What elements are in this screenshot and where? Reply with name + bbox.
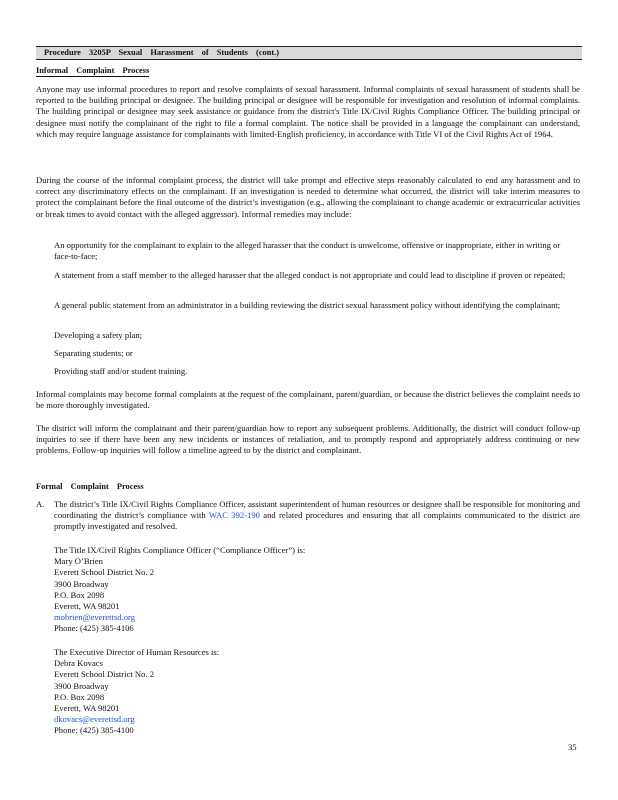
item-letter: A. xyxy=(36,499,45,509)
procedure-header-bar xyxy=(36,46,582,60)
contact-intro: The Title IX/Civil Rights Compliance Officer (“Compliance Officer”) is: xyxy=(54,545,306,555)
page-number: 35 xyxy=(568,742,577,752)
item-a-text-part1: The district’s Title IX/Civil Rights Compliance Officer, assistant superintendent of human resources or designee shall be responsible for monitoring and coordinating the district’s compliance with xyxy=(54,499,580,521)
contact-pobox: P.O. Box 2098 xyxy=(54,589,105,600)
contact-org: Everett School District No. 2 xyxy=(54,567,155,578)
contact-phone: Phone: (425) 385-4106 xyxy=(54,623,134,634)
bullet-text: Developing a safety plan; xyxy=(54,330,143,340)
wac-link[interactable]: WAC 392-190 xyxy=(208,510,260,521)
hr-director-contact xyxy=(54,647,374,737)
informal-paragraph-2: During the course of the informal complaint process, the district will take prompt and effective steps reasonably calculated to end any harassment and to correct any discriminatory effects on the complainant. If an investigation is needed to determine what occurred, the district will take interim measures to protect the complainant before the final outcome of the district’s investigation (e.g., allowing the complainant to change academic or extracurricular activities or break times to avoid contact with the alleged aggressor). Informal remedies may include: xyxy=(36,175,580,219)
item-a-text xyxy=(54,499,580,533)
informal-section-title: Informal Complaint Process xyxy=(36,66,150,75)
contact-email-link[interactable]: mobrien@everettsd.org xyxy=(54,612,136,623)
compliance-officer-contact xyxy=(54,545,374,635)
item-a-text-part2: and related procedures and ensuring that all complaints communicated to the district are promptly investigated and resolved. xyxy=(54,510,580,532)
bullet-text: A statement from a staff member to the alleged harasser that the alleged conduct is not appropriate and could lead to discipline if proven or repeated; xyxy=(54,270,566,280)
contact-pobox: P.O. Box 2098 xyxy=(54,691,105,702)
formal-section-title: Formal Complaint Process xyxy=(36,482,144,491)
contact-email-link[interactable]: dkovacs@everettsd.org xyxy=(54,714,135,725)
contact-city: Everett, WA 98201 xyxy=(54,601,120,612)
informal-paragraph-1: Anyone may use informal procedures to report and resolve complaints of sexual harassment. Informal complaints of sexual harassment of students shall be reported to the building principal or designee. The building principal or designee will be responsible for investigation and resolution of informal complaints. The building principal or designee may seek assistance or guidance from the district's Title IX/Civil Rights Compliance Officer. The building principal or designee must notify the complainant of the right to file a formal complaint. The notice shall be provided in a language the complainant can understand, which may require language assistance for complainants with limited-English proficiency, in accordance with Title VI of the Civil Rights Act of 1964. xyxy=(36,84,580,139)
contact-street: 3900 Broadway xyxy=(54,578,109,589)
contact-street: 3900 Broadway xyxy=(54,680,109,691)
bullet-text: Separating students; or xyxy=(54,348,133,358)
contact-name: Debra Kovacs xyxy=(54,658,103,669)
bullet-text: An opportunity for the complainant to explain to the alleged harasser that the conduct is unwelcome, offensive or inappropriate, either in writing or face-to-face; xyxy=(54,240,561,262)
bullet-text: Providing staff and/or student training. xyxy=(54,366,188,376)
contact-intro: The Executive Director of Human Resources is: xyxy=(54,647,220,657)
contact-name: Mary O’Brien xyxy=(54,556,103,567)
procedure-header-text: Procedure 3205P Sexual Harassment of Students (cont.) xyxy=(44,48,280,57)
informal-paragraph-3: Informal complaints may become formal complaints at the request of the complainant, parent/guardian, or because the district believes the complaint needs to be more thoroughly investigated. xyxy=(36,389,580,411)
bullet-text: A general public statement from an administrator in a building reviewing the district sexual harassment policy without identifying the complainant; xyxy=(54,300,561,310)
contact-city: Everett, WA 98201 xyxy=(54,703,120,714)
contact-phone: Phone: (425) 385-4100 xyxy=(54,725,134,736)
contact-org: Everett School District No. 2 xyxy=(54,669,155,680)
informal-paragraph-4: The district will inform the complainant and their parent/guardian how to report any subsequent problems. Additionally, the district will conduct follow-up inquiries to see if there have been any new incidents or instances of retaliation, and to promptly respond and appropriately address continuing or new problems. Follow-up inquiries will follow a timeline agreed to by the district and complainant. xyxy=(36,423,580,456)
